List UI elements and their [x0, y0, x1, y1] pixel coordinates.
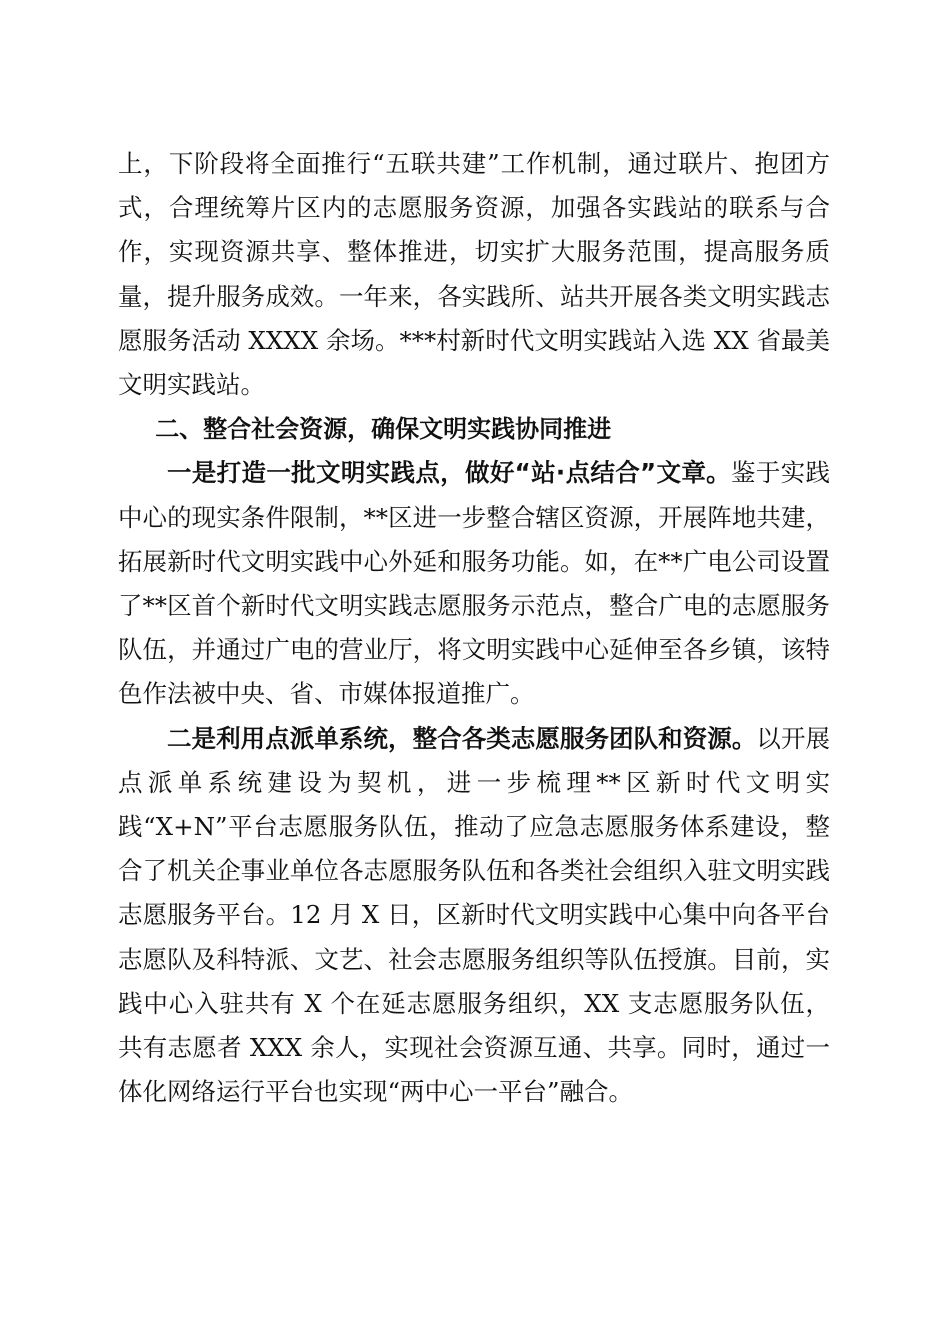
paragraph-2-lead: 二是利用点派单系统，整合各类志愿服务团队和资源。: [167, 723, 757, 753]
document-page: [118, 142, 830, 1114]
paragraph-2: [118, 717, 830, 1115]
paragraph-1: [118, 451, 830, 716]
paragraph-1-body: 鉴于实践中心的现实条件限制，**区进一步整合辖区资源，开展阵地共建，拓展新时代文明实践中心外延和服务功能。如，在**广电公司设置了**区首个新时代文明实践志愿服务示范点，整合广电的志愿服务队伍，并通过广电的营业厅，将文明实践中心延伸至各乡镇，该特色作法被中央、省、市媒体报道推广。: [118, 458, 830, 709]
section-heading: 二、整合社会资源，确保文明实践协同推进: [155, 415, 612, 444]
paragraph-2-body: 以开展点派单系统建设为契机，进一步梳理**区新时代文明实践“X+N”平台志愿服务队伍，推动了应急志愿服务体系建设，整合了机关企事业单位各志愿服务队伍和各类社会组织入驻文明实践志愿服务平台。12 月 X 日，区新时代文明实践中心集中向各平台志愿队及科特派、文艺、社会志愿服务组织等队伍授旗。目前，实践中心入驻共有 X 个在延志愿服务组织，XX 支志愿服务队伍，共有志愿者 XXX 余人，实现社会资源互通、共享。同时，通过一体化网络运行平台也实现“两中心一平台”融合。: [118, 723, 831, 1107]
continued-paragraph: 上，下阶段将全面推行“五联共建”工作机制，通过联片、抱团方式，合理统筹片区内的志愿服务资源，加强各实践站的联系与合作，实现资源共享、整体推进，切实扩大服务范围，提高服务质量，提升服务成效。一年来，各实践所、站共开展各类文明实践志愿服务活动 XXXX 余场。***村新时代文明实践站入选 XX 省最美文明实践站。: [118, 149, 830, 400]
paragraph-1-lead: 一是打造一批文明实践点，做好“站·点结合”文章。: [167, 458, 731, 488]
